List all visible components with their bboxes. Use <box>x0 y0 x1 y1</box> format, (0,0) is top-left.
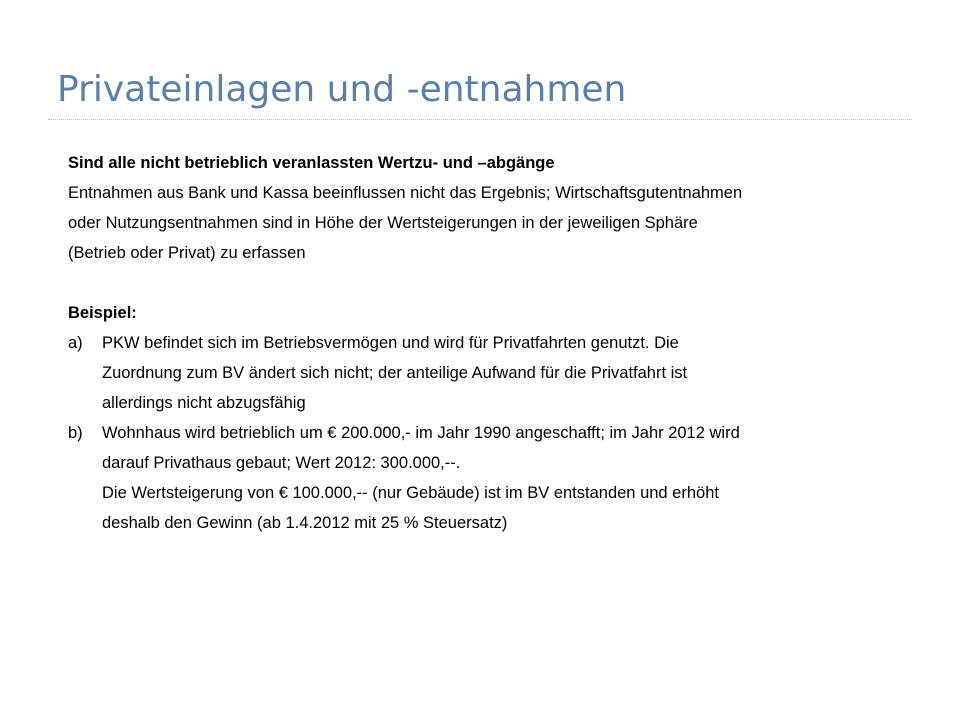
example-item-text <box>102 328 888 418</box>
example-item-text <box>102 418 888 538</box>
intro-line: Entnahmen aus Bank und Kassa beeinflussen nicht das Ergebnis; Wirtschaftsgutentnahmen <box>68 184 743 202</box>
intro-heading: Sind alle nicht betrieblich veranlassten Wertzu- und –abgänge <box>68 154 555 172</box>
example-item-b <box>68 418 888 538</box>
spacer <box>68 268 888 298</box>
example-line: Die Wertsteigerung von € 100.000,-- (nur Gebäude) ist im BV entstanden und erhöht <box>102 484 719 502</box>
intro-line: (Betrieb oder Privat) zu erfassen <box>68 244 306 262</box>
example-item-a <box>68 328 888 418</box>
example-line: deshalb den Gewinn (ab 1.4.2012 mit 25 % Steuersatz) <box>102 514 508 532</box>
example-line: PKW befindet sich im Betriebsvermögen und wird für Privatfahrten genutzt. Die <box>102 334 679 352</box>
example-line: darauf Privathaus gebaut; Wert 2012: 300.000,--. <box>102 454 461 472</box>
title-divider <box>48 119 912 120</box>
slide-body <box>68 148 888 538</box>
list-marker: b) <box>68 424 83 442</box>
example-line: Wohnhaus wird betrieblich um € 200.000,- im Jahr 1990 angeschafft; im Jahr 2012 wird <box>102 424 740 442</box>
example-line: allerdings nicht abzugsfähig <box>102 394 306 412</box>
intro-line: oder Nutzungsentnahmen sind in Höhe der Wertsteigerungen in der jeweiligen Sphäre <box>68 214 698 232</box>
example-line: Zuordnung zum BV ändert sich nicht; der anteilige Aufwand für die Privatfahrt ist <box>102 364 688 382</box>
list-marker: a) <box>68 334 83 352</box>
example-heading: Beispiel: <box>68 304 137 322</box>
slide-title: Privateinlagen und -entnahmen <box>57 69 627 110</box>
